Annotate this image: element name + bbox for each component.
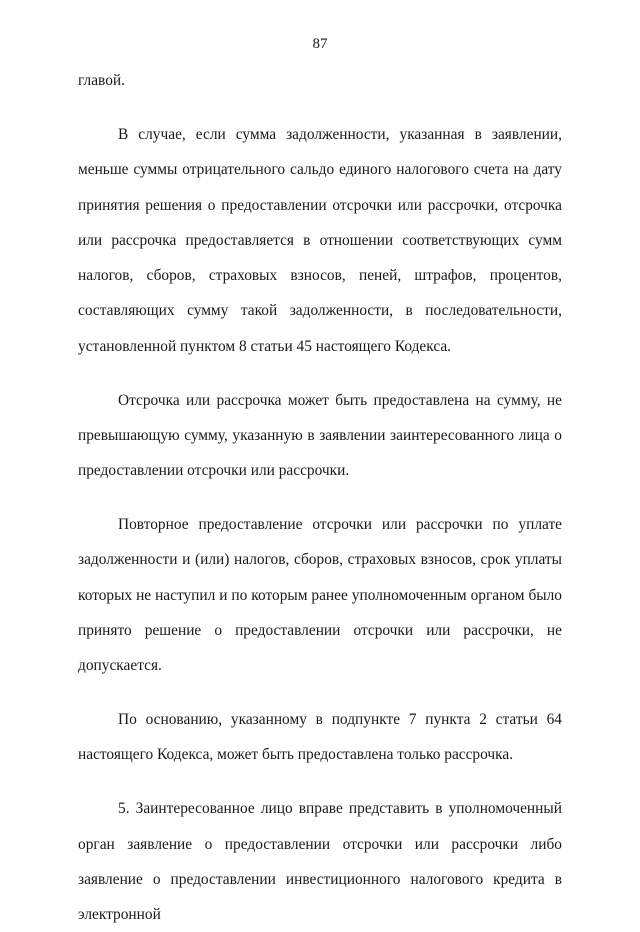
paragraph-debt-amount: В случае, если сумма задолженности, указанная в заявлении, меньше суммы отрицательного сальдо единого налогового счета на дату принятия решения о предоставлении отсрочки или рассрочки, отсрочка или рассрочка предоставляется в отношении соответствующих сумм налогов, сборов, страховых взносов, пеней, штрафов, процентов, составляющих сумму такой задолженности, в последовательности, установленной пунктом 8 статьи 45 настоящего Кодекса.: [78, 126, 562, 355]
paragraph-installment-only: По основанию, указанному в подпункте 7 пункта 2 статьи 64 настоящего Кодекса, может быть предоставлена только рассрочка.: [78, 711, 562, 764]
document-body: [78, 63, 562, 932]
paragraph-item-5: 5. Заинтересованное лицо вправе представить в уполномоченный орган заявление о предоставлении отсрочки или рассрочки либо заявление о предоставлении инвестиционного налогового кредита в электронной: [78, 800, 562, 923]
paragraph-repeat-deferral: Повторное предоставление отсрочки или рассрочки по уплате задолженности и (или) налогов, сборов, страховых взносов, срок уплаты которых не наступил и по которым ранее уполномоченным органом было принято решение о предоставлении отсрочки или рассрочки, не допускается.: [78, 516, 562, 674]
paragraph-deferral-limit: Отсрочка или рассрочка может быть предоставлена на сумму, не превышающую сумму, указанную в заявлении заинтересованного лица о предоставлении отсрочки или рассрочки.: [78, 391, 562, 479]
paragraph-continuation: главой.: [78, 72, 125, 89]
page-number: 87: [312, 36, 328, 52]
